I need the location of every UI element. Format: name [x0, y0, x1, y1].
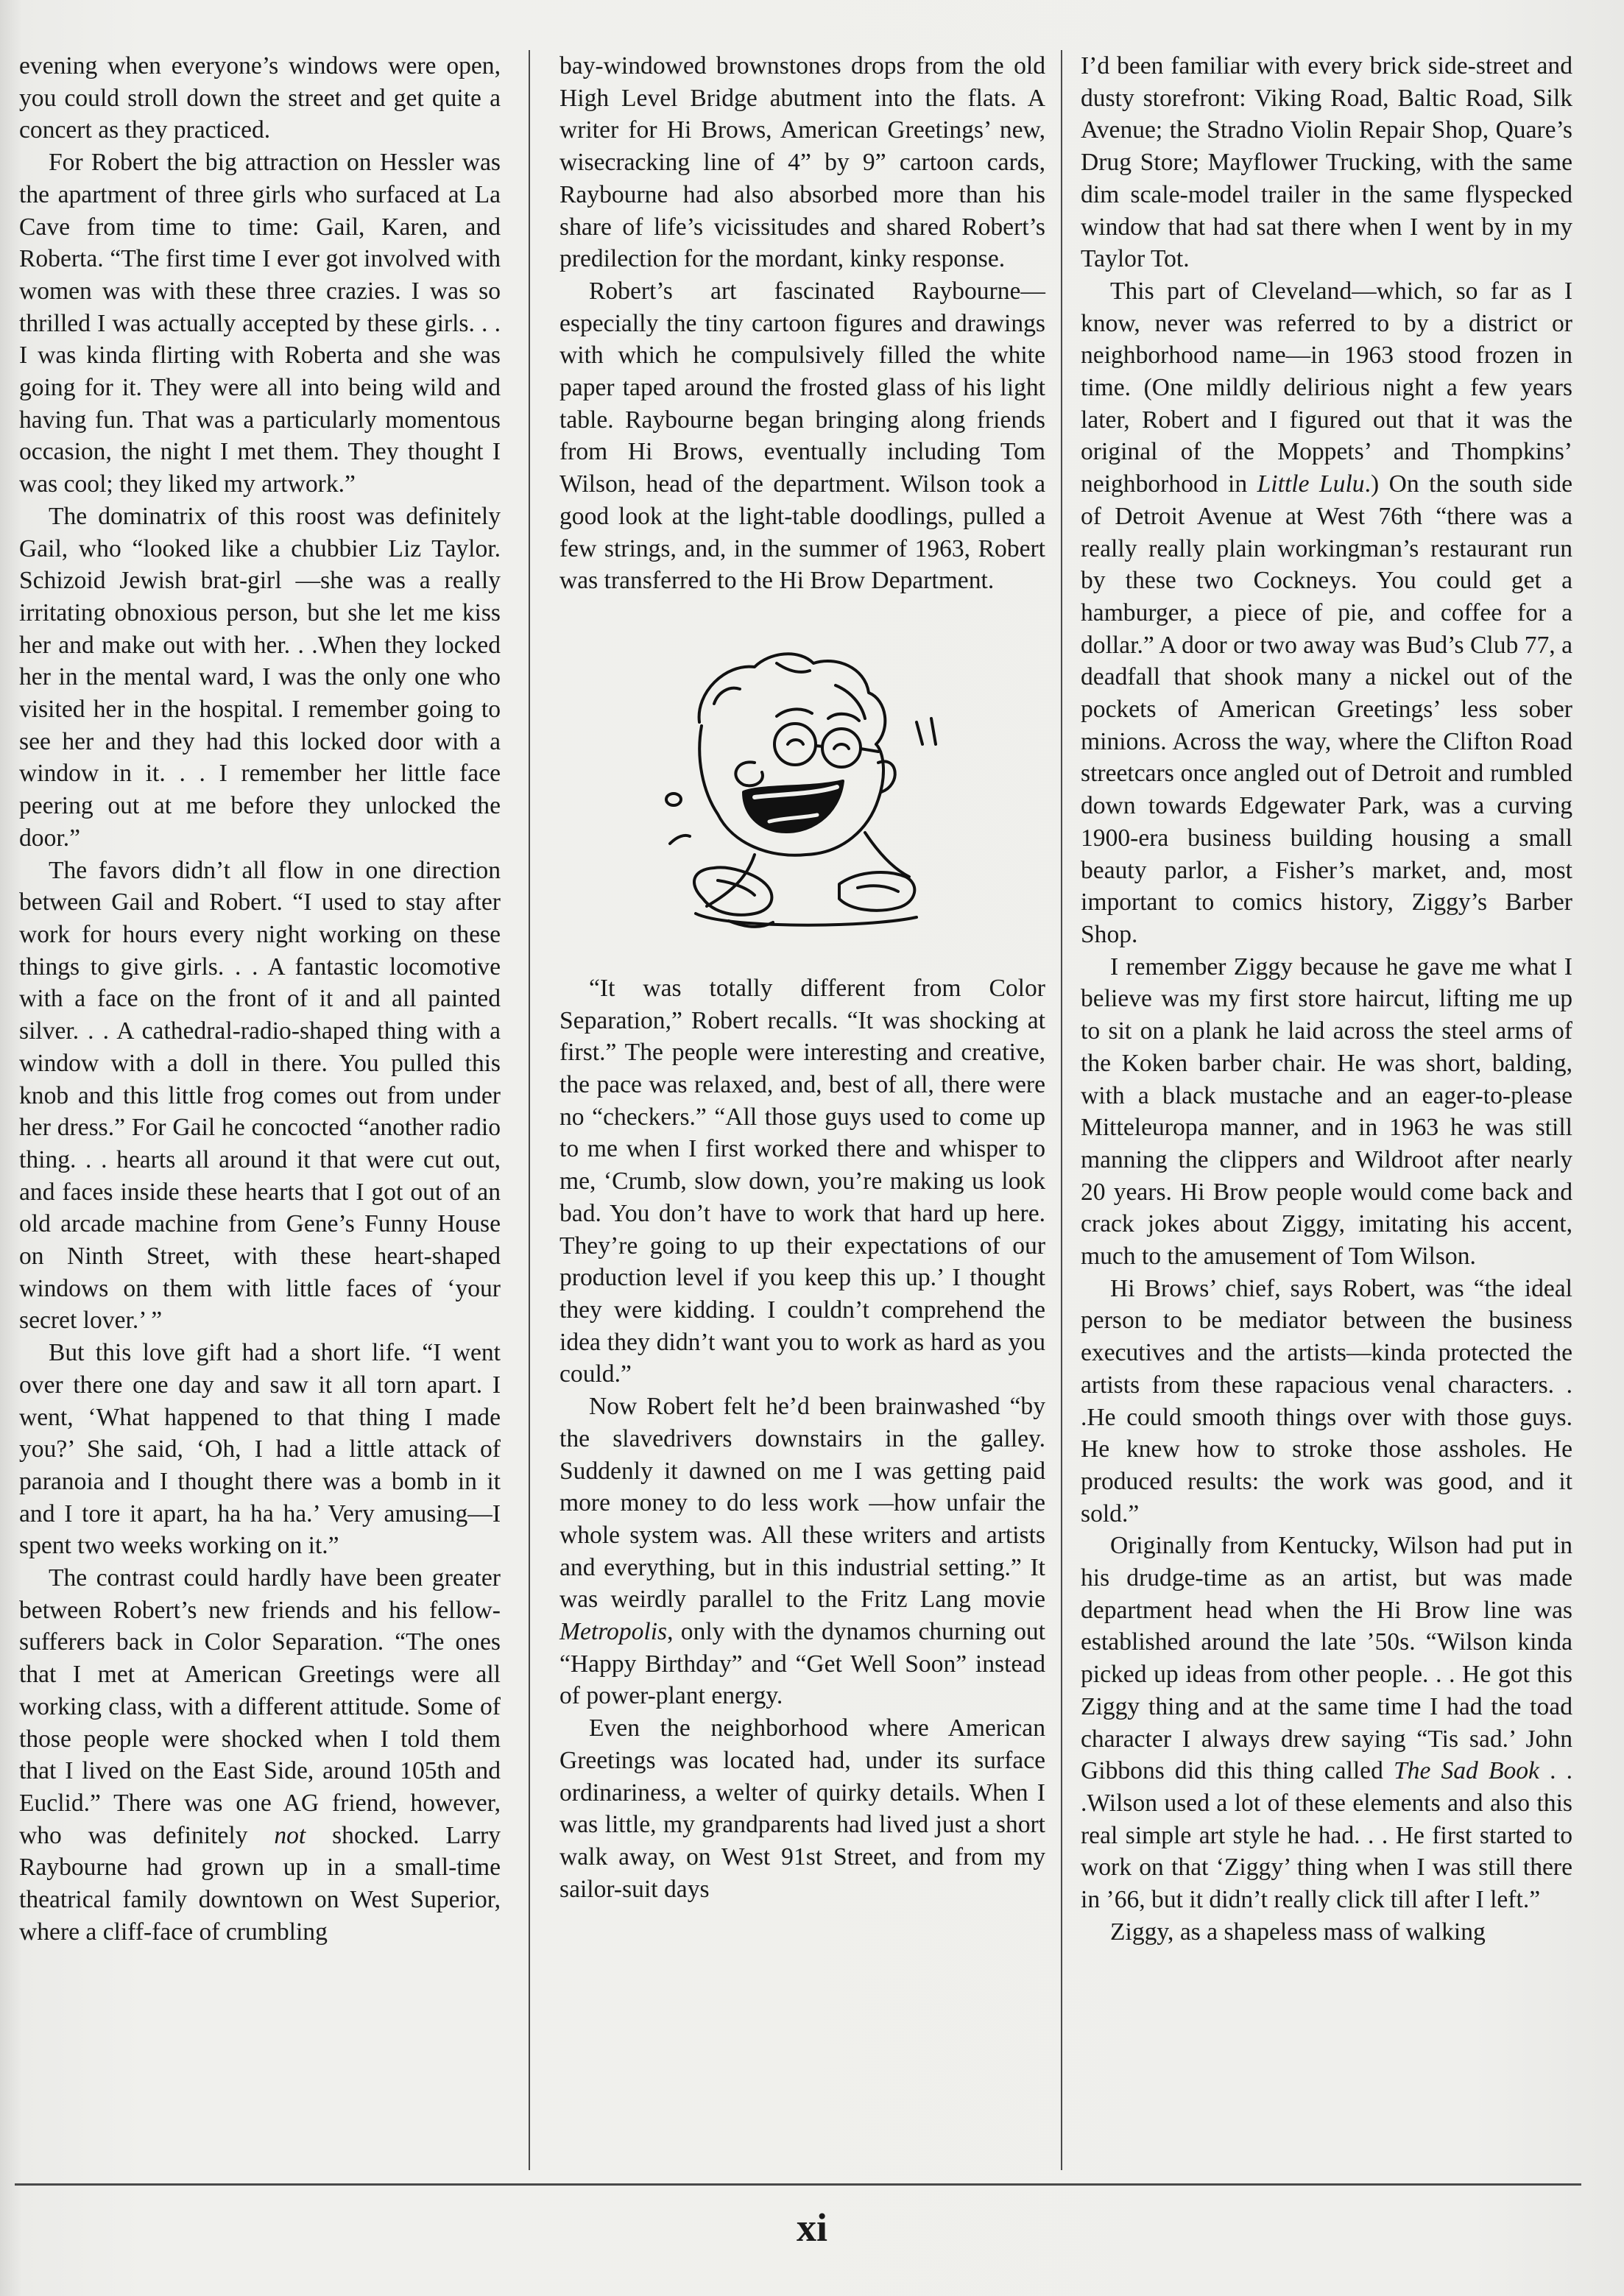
italic-book-title: The Sad Book	[1394, 1757, 1539, 1785]
column-middle	[559, 50, 1045, 2170]
cartoon-illustration-laughing-man	[644, 634, 961, 965]
column-rule-2	[1061, 50, 1062, 2170]
paragraph	[559, 1391, 1045, 1712]
text-run: This part of Cleveland—which, so far as I know, never was referred to by a district or neighborhood name—in 1963 stood frozen in time. (One mildly delirious night a few years later, Robert and I figured out that it was the original of the Moppets’ and Thompkins’ neighborhood in	[1081, 277, 1572, 498]
paragraph	[1081, 275, 1572, 951]
paragraph: The dominatrix of this roost was definitely Gail, who “looked like a chubbier Liz Taylor. Schizoid Jewish brat-girl —she was a really irritating obnoxious person, but she let me kiss her and make out with her. . .When they locked her in the mental ward, I was the only one who visited her in the hospital. I remember going to see her and they had this locked door with a window in it. . . I remember her little face peering out at me before they unlocked the door.”	[19, 502, 501, 852]
paragraph: evening when everyone’s windows were open, you could stroll down the street and get quite a concert as they practiced.	[19, 52, 501, 144]
paragraph: For Robert the big attraction on Hessler was the apartment of three girls who surfaced at La Cave from time to time: Gail, Karen, and Roberta. “The first time I ever got involved with women was with these three crazies. I was so thrilled I was actually accepted by these girls. . . I was kinda flirting with Roberta and she was going for it. They were all into being wild and having fun. That was a particularly momentous occasion, the night I met them. They thought I was cool; they liked my artwork.”	[19, 149, 501, 498]
paragraph: I’d been familiar with every brick side-street and dusty storefront: Viking Road, Baltic Road, Silk Avenue; the Stradno Violin Repair Shop, Quare’s Drug Store; Mayflower Trucking, with the same dim scale-model trailer in the same flyspecked window that had sat there when I went by in my Taylor Tot.	[1081, 52, 1572, 273]
italic-emphasis: not	[274, 1821, 306, 1849]
text-run: .) On the south side of Detroit Avenue at West 76th “there was a really really plain workingman’s restaurant run by these two Cockneys. You could get a hamburger, a piece of pie, and coffee for a dollar.” A door or two away was Bud’s Club 77, a deadfall that shook many a nickel out of the pockets of American Greetings’ less sober minions. Across the way, where the Clifton Road streetcars once angled out of Detroit and rumbled down towards Edgewater Park, was a curving 1900-era business building housing a small beauty parlor, a Fisher’s market, and, most important to comics history, Ziggy’s Barber Shop.	[1081, 470, 1572, 948]
paragraph	[1081, 1530, 1572, 1915]
paragraph: But this love gift had a short life. “I went over there one day and saw it all torn apart. I went, ‘What happened to that thing I made you?’ She said, ‘Oh, I had a little attack of paranoia and I thought there was a bomb in it and I tore it apart, ha ha ha.’ Very amusing—I spent two weeks working on it.”	[19, 1339, 501, 1560]
column-left	[19, 50, 501, 2170]
column-rule-1	[529, 50, 530, 2170]
italic-comic-title: Little Lulu	[1257, 470, 1365, 498]
paragraph: “It was totally different from Color Separation,” Robert recalls. “It was shocking at first.” The people were interesting and creative, the pace was relaxed, and, best of all, there were no “checkers.” “All those guys used to come up to me when I first worked there and whisper to me, ‘Crumb, slow down, you’re making us look bad. You don’t have to work that hard up here. They’re going to up their expectations of our production level if you keep this up.’ I thought they were kidding. I couldn’t comprehend the idea they didn’t want you to work as hard as you could.”	[559, 974, 1045, 1388]
paragraph: I remember Ziggy because he gave me what I believe was my first store haircut, lifting me up to sit on a plank he laid across the steel arms of the Koken barber chair. He was short, balding, with a black mustache and an eager-to-please Mitteleuropa manner, and in 1963 he was still manning the clippers and Wildroot after nearly 20 years. Hi Brow people would come back and crack jokes about Ziggy, imitating his accent, much to the amusement of Tom Wilson.	[1081, 953, 1572, 1271]
page-number: xi	[796, 2205, 827, 2250]
text-run: Now Robert felt he’d been brainwashed “by the slavedrivers downstairs in the galley. Suddenly it dawned on me I was getting paid more money to do less work —how unfair the whole system was. All these writers and artists and everything, but in this industrial setting.” It was weirdly parallel to the Fritz Lang movie	[559, 1393, 1045, 1614]
text-run: , only with the dynamos churning out “Happy Birthday” and “Get Well Soon” instead of power-plant energy.	[559, 1618, 1045, 1710]
paragraph: Robert’s art fascinated Raybourne—especially the tiny cartoon figures and drawings with which he compulsively filled the white paper taped around the frosted glass of his light table. Raybourne began bringing along friends from Hi Brows, eventually including Tom Wilson, head of the department. Wilson took a good look at the light-table doodlings, pulled a few strings, and, in the summer of 1963, Robert was transferred to the Hi Brow Department.	[559, 277, 1045, 595]
text-run: Originally from Kentucky, Wilson had put in his drudge-time as an artist, but was made department head when the Hi Brow line was established around the late ’50s. “Wilson kinda picked up ideas from other people. . . He got this Ziggy thing and at the same time I had the toad character I always drew saying “Tis sad.’ John Gibbons did this thing called	[1081, 1532, 1572, 1785]
paragraph: The favors didn’t all flow in one direction between Gail and Robert. “I used to stay after work for hours every night working on these things to give girls. . . A fantastic locomotive with a face on the front of it and all painted silver. . . A cathedral-radio-shaped thing with a window with a doll in there. You pulled this knob and this little frog comes out from under her dress.” For Gail he concocted “another radio thing. . . hearts all around it that were cut out, and faces inside these hearts that I got out of an old arcade machine from Gene’s Funny House on Ninth Street, with these heart-shaped windows on them with little faces of ‘your secret lover.’ ”	[19, 856, 501, 1335]
text-run: . . .Wilson used a lot of these elements and also this real simple art style he had. . . He first started to work on that ‘Ziggy’ thing when I was still there in ’66, but it didn’t really click till after I left.”	[1081, 1757, 1572, 1914]
paragraph: bay-windowed brownstones drops from the old High Level Bridge abutment into the flats. A writer for Hi Brows, American Greetings’ new, wisecracking line of 4” by 9” cartoon cards, Raybourne had also absorbed more than his share of life’s vicissitudes and shared Robert’s predilection for the mordant, kinky response.	[559, 52, 1045, 273]
text-run: shocked. Larry Raybourne had grown up in a small-time theatrical family downtown on West Superior, where a cliff-face of crumbling	[19, 1821, 501, 1946]
paragraph	[19, 1562, 501, 1948]
text-run: The contrast could hardly have been greater between Robert’s new friends and his fellow-sufferers back in Color Separation. “The ones that I met at American Greetings were all working class, with a different attitude. Some of those people were shocked when I told them that I lived on the East Side, around 105th and Euclid.” There was one AG friend, however, who was definitely	[19, 1564, 501, 1849]
footer-rule	[15, 2183, 1581, 2186]
column-right	[1081, 50, 1572, 2170]
paragraph: Ziggy, as a shapeless mass of walking	[1110, 1918, 1486, 1946]
paragraph: Hi Brows’ chief, says Robert, was “the ideal person to be mediator between the business executives and the artists—kinda protected the artists from these rapacious venal characters. . .He could smooth things over with those guys. He knew how to stroke those assholes. He produced results: the work was good, and it sold.”	[1081, 1274, 1572, 1527]
paragraph: Even the neighborhood where American Greetings was located had, under its surface ordinariness, a welter of quirky details. When I was little, my grandparents had lived just a short walk away, on West 91st Street, and from my sailor-suit days	[559, 1714, 1045, 1903]
italic-film-title: Metropolis	[559, 1618, 668, 1646]
